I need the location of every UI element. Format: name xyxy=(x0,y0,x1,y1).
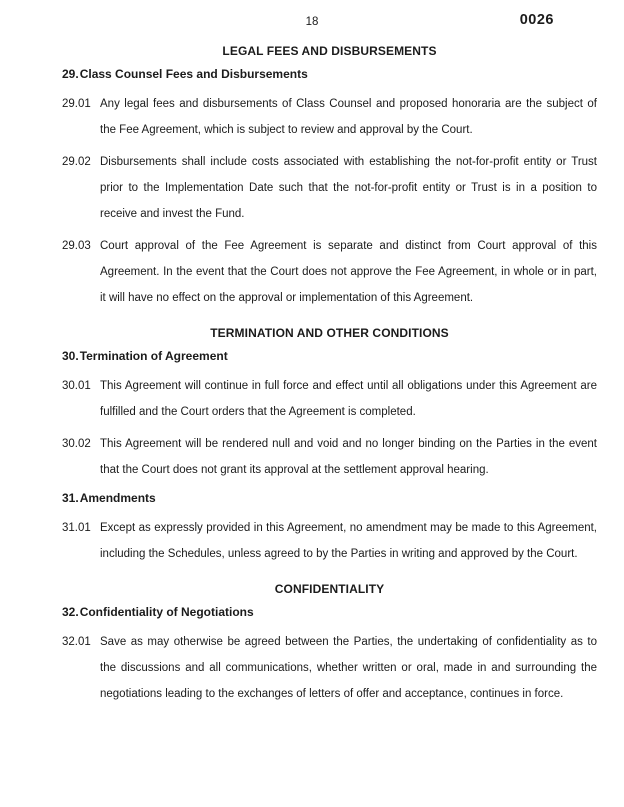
section-number: 32. xyxy=(62,605,79,619)
clause-text: Save as may otherwise be agreed between the Parties, the undertaking of confidentiality as to the discussions and all communications, whether written or oral, made in and surrounding the negotiations leading to the exchanges of letters of offer and acceptance, continues in force. xyxy=(100,636,597,700)
section-title: Confidentiality of Negotiations xyxy=(79,605,254,619)
section-number: 30. xyxy=(62,349,79,363)
section-heading-29 xyxy=(62,63,597,85)
clause-text: This Agreement will continue in full force and effect until all obligations under this Agreement are fulfilled and the Court orders that the Agreement is completed. xyxy=(100,380,597,418)
clause-number: 29.01 xyxy=(62,98,91,110)
part-heading-termination: TERMINATION AND OTHER CONDITIONS xyxy=(210,326,449,340)
section-number: 31. xyxy=(62,491,79,505)
section-title: Amendments xyxy=(79,491,156,505)
part-heading-confidentiality: CONFIDENTIALITY xyxy=(274,582,385,596)
clause-31-01 xyxy=(62,515,597,567)
clause-text: Any legal fees and disbursements of Class Counsel and proposed honoraria are the subject of the Fee Agreement, which is subject to review and approval by the Court. xyxy=(100,98,597,136)
clause-number: 29.02 xyxy=(62,156,91,168)
clause-30-01 xyxy=(62,373,597,425)
clause-29-02 xyxy=(62,149,597,227)
section-heading-32 xyxy=(62,601,597,623)
page-number: 18 xyxy=(305,16,319,28)
section-title: Class Counsel Fees and Disbursements xyxy=(79,67,308,81)
clause-29-01 xyxy=(62,91,597,143)
clause-number: 30.02 xyxy=(62,438,91,450)
clause-text: Court approval of the Fee Agreement is separate and distinct from Court approval of this Agreement. In the event that the Court does not approve the Fee Agreement, in whole or in part, it will have no effect on the approval or implementation of this Agreement. xyxy=(100,240,597,304)
section-heading-31 xyxy=(62,487,597,509)
clause-number: 31.01 xyxy=(62,522,91,534)
clause-30-02 xyxy=(62,431,597,483)
clause-32-01 xyxy=(62,629,597,707)
bates-stamp: 0026 xyxy=(519,12,554,28)
section-title: Termination of Agreement xyxy=(79,349,228,363)
clause-number: 29.03 xyxy=(62,240,91,252)
clause-text: Except as expressly provided in this Agreement, no amendment may be made to this Agreement, including the Schedules, unless agreed to by the Parties in writing and approved by the Court. xyxy=(100,522,597,560)
clause-text: This Agreement will be rendered null and void and no longer binding on the Parties in the event that the Court does not grant its approval at the settlement approval hearing. xyxy=(100,438,597,476)
section-number: 29. xyxy=(62,67,79,81)
clause-29-03 xyxy=(62,233,597,311)
clause-number: 32.01 xyxy=(62,636,91,648)
clause-number: 30.01 xyxy=(62,380,91,392)
section-heading-30 xyxy=(62,345,597,367)
part-heading-legal-fees: LEGAL FEES AND DISBURSEMENTS xyxy=(222,44,437,58)
clause-text: Disbursements shall include costs associated with establishing the not-for-profit entity or Trust prior to the Implementation Date such that the not-for-profit entity or Trust is in a position to receive and invest the Fund. xyxy=(100,156,597,220)
